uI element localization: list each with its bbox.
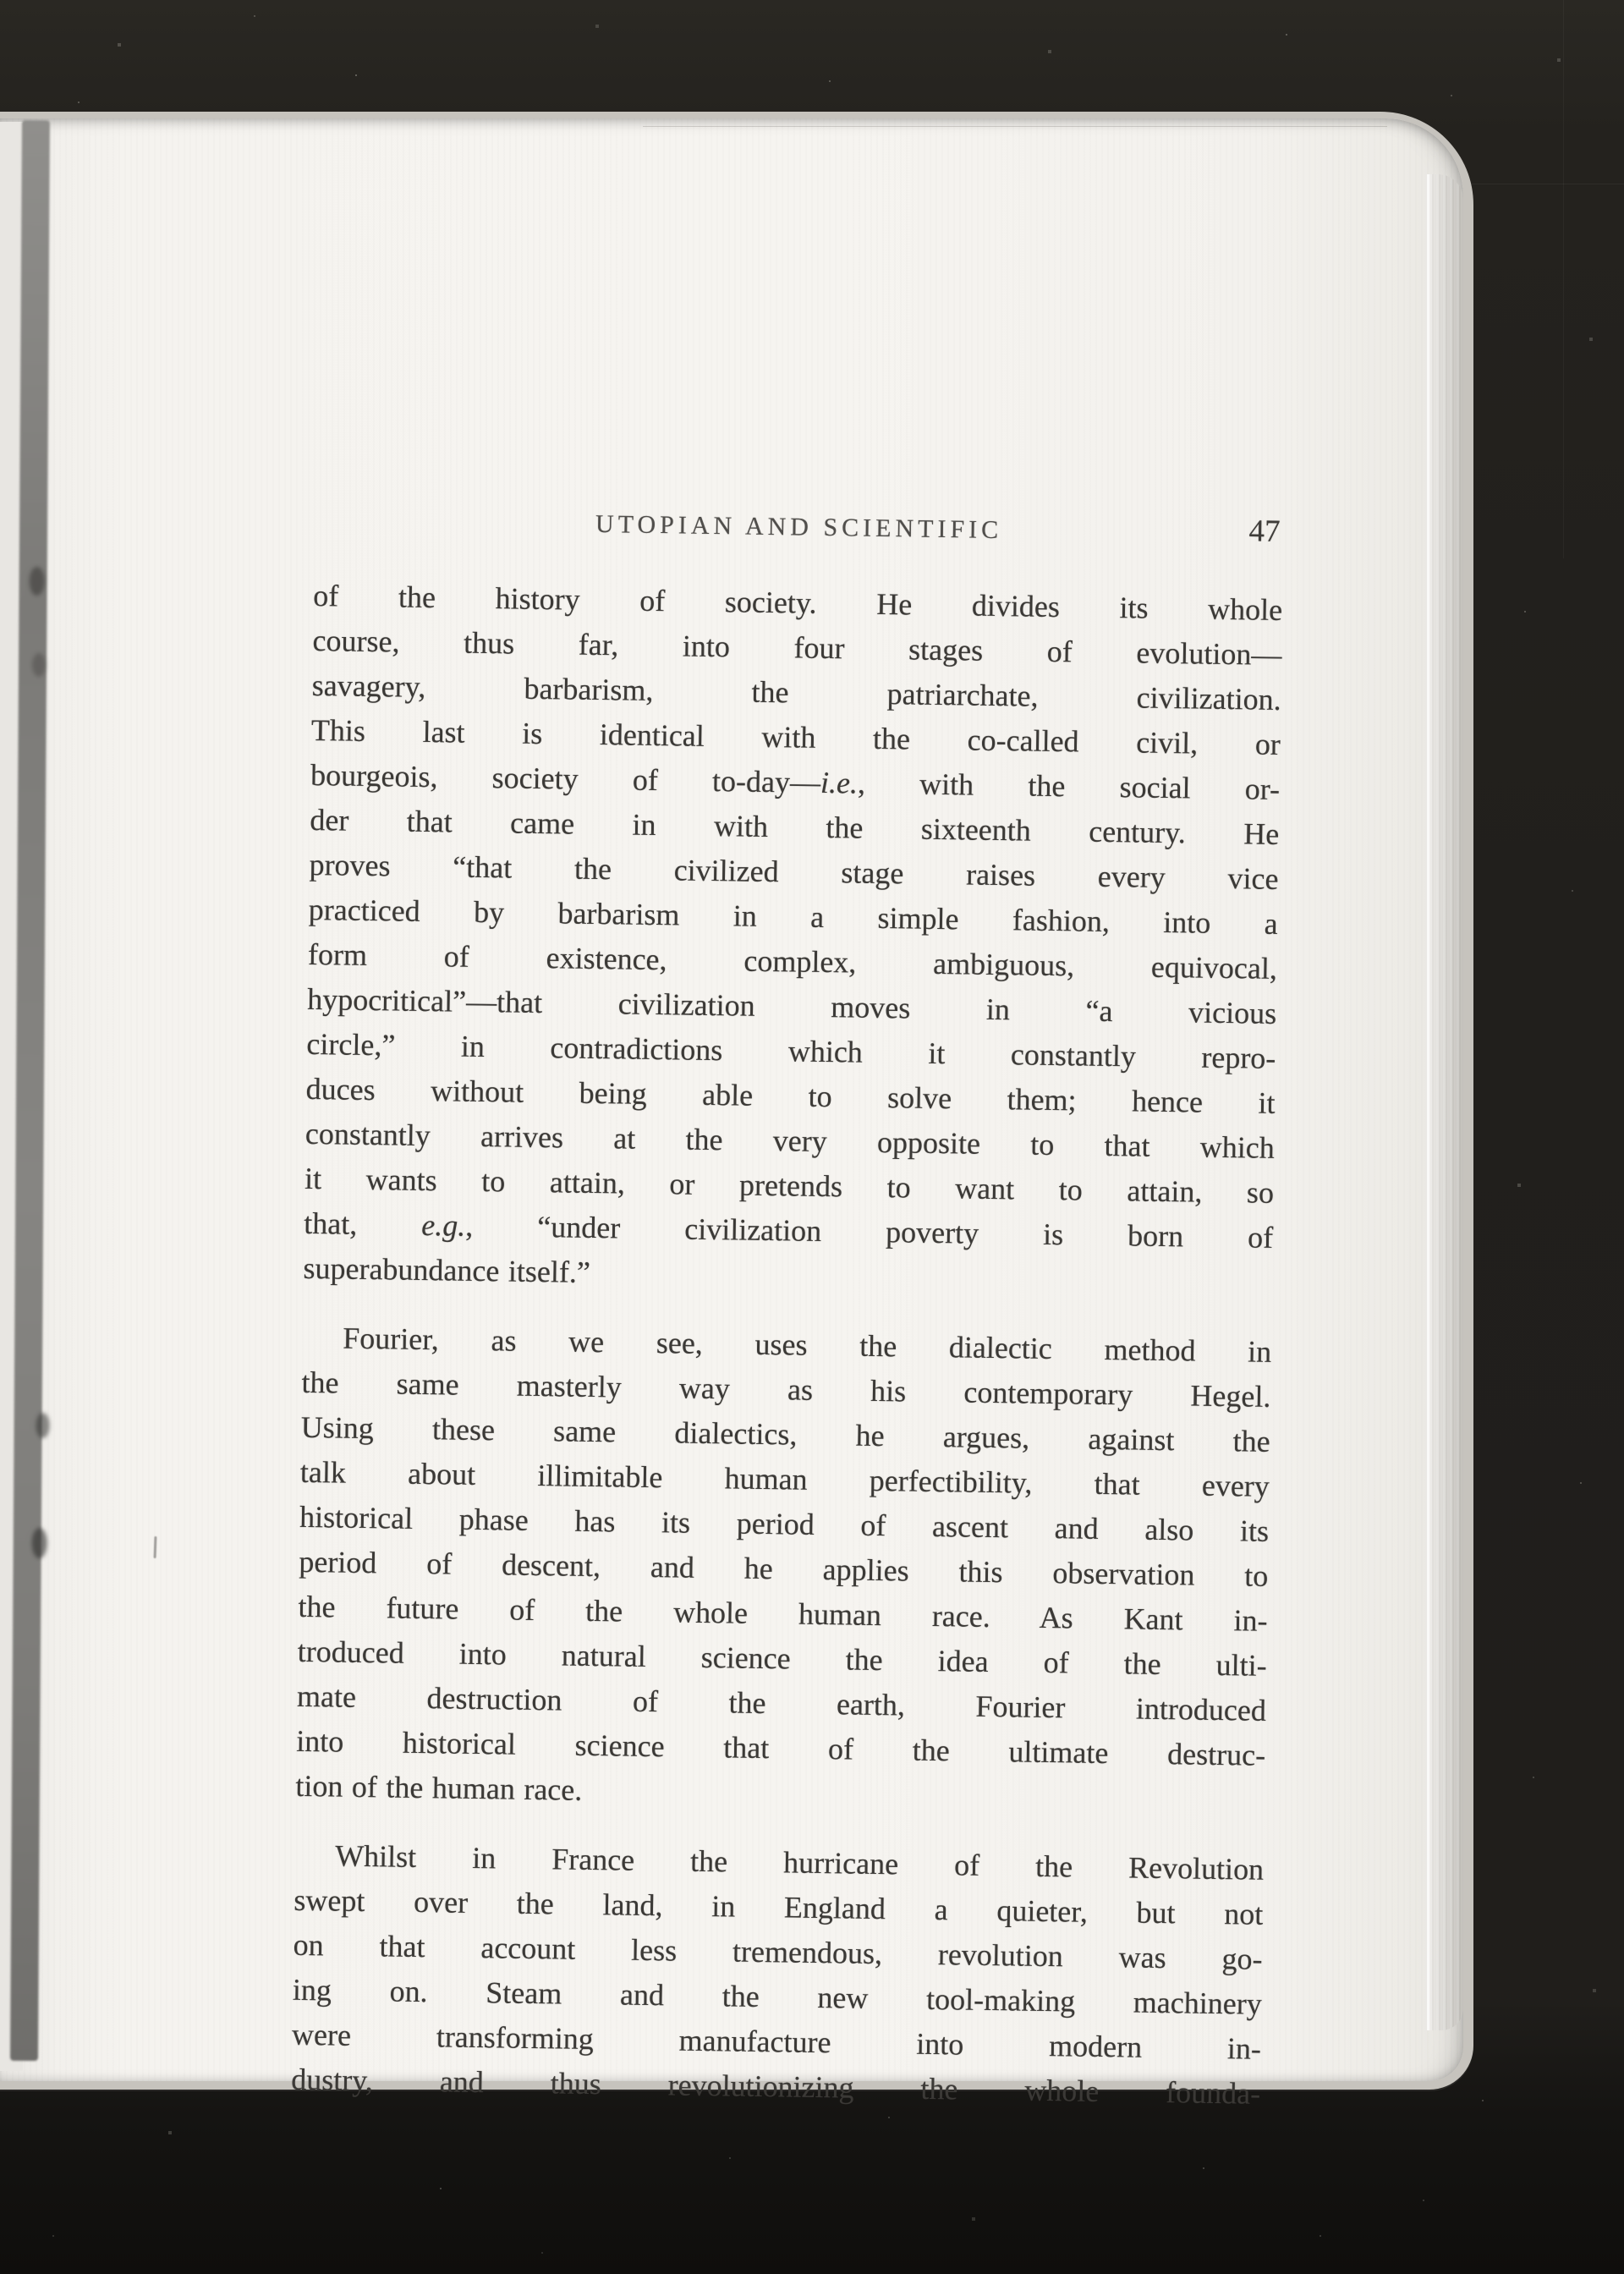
gutter-ink-blob	[36, 1413, 49, 1438]
text-line: hypocritical”—that civilization moves in “a vicious	[306, 981, 1277, 1030]
text-line: talk about illimitable human perfectibility, that every	[299, 1454, 1270, 1503]
dust-specks	[0, 0, 2, 2]
text-line: swept over the land, in England a quieter, but not	[294, 1882, 1264, 1931]
text-line: troduced into natural science the idea of the ulti-	[297, 1634, 1267, 1683]
background-seam-vertical	[1563, 0, 1564, 558]
text-line: course, thus far, into four stages of evolution—	[312, 623, 1282, 672]
text-line: Whilst in France the hurricane of the Revolution	[334, 1838, 1265, 1887]
ink-mark	[154, 1536, 157, 1558]
text-line: on that account less tremendous, revolution was go-	[293, 1927, 1263, 1976]
page-header	[314, 501, 1284, 588]
text-line: it wants to attain, or pretends to want to attain, so	[304, 1161, 1275, 1210]
text-line: savagery, barbarism, the patriarchate, civilization.	[311, 667, 1281, 717]
text-line: practiced by barbarism in a simple fashion, into a	[308, 892, 1279, 941]
text-line: tion of the human race.	[295, 1768, 583, 1807]
paragraph	[291, 1833, 1265, 2117]
text-line: period of descent, and he applies this observation to	[299, 1544, 1269, 1593]
fore-edge-pages	[1429, 174, 1463, 2030]
text-line: the future of the whole human race. As Kant in-	[298, 1589, 1268, 1638]
text-line: mate destruction of the earth, Fourier introduced	[296, 1678, 1267, 1727]
body-text	[291, 574, 1283, 2117]
text-line: were transforming manufacture into modern in-	[291, 2017, 1262, 2066]
text-line: Fourier, as we see, uses the dialectic method in	[343, 1321, 1272, 1369]
gutter-ink-blob	[30, 567, 45, 596]
text-line: historical phase has its period of ascent and also its	[299, 1499, 1270, 1548]
paragraph	[303, 574, 1282, 1305]
book-page	[0, 118, 1463, 2111]
text-line: constantly arrives at the very opposite to that which	[304, 1116, 1276, 1165]
text-line: form of existence, complex, ambiguous, equivocal,	[307, 937, 1278, 986]
text-line: duces without being able to solve them; hence it	[305, 1071, 1276, 1120]
text-line: This last is identical with the co-called civil, or	[310, 712, 1281, 761]
page-content	[291, 501, 1284, 2117]
running-head-title: UTOPIAN AND SCIENTIFIC	[595, 509, 1003, 545]
page-number: 47	[1248, 514, 1281, 549]
text-line: der that came in with the sixteenth century. He	[310, 802, 1280, 851]
text-line: proves “that the civilized stage raises every vice	[309, 847, 1279, 896]
text-line: that, e.g., “under civilization poverty is born of	[304, 1206, 1274, 1255]
text-line: superabundance itself.”	[303, 1250, 591, 1289]
text-line: Using these same dialectics, he argues, against the	[300, 1409, 1270, 1458]
text-line: the same masterly way as his contemporary Hegel.	[301, 1365, 1271, 1414]
gutter-ink-blob	[32, 1528, 47, 1558]
text-line: bourgeois, society of to-day—i.e., with the social or-	[310, 757, 1281, 806]
paragraph	[295, 1316, 1272, 1823]
text-line: of the history of society. He divides its whole	[313, 578, 1283, 627]
gutter-ink-blob	[32, 653, 46, 677]
text-line: into historical science that of the ultimate destruc-	[295, 1723, 1266, 1772]
text-line: ing on. Steam and the new tool-making machinery	[292, 1972, 1263, 2021]
text-line: dustry, and thus revolutionizing the whole founda-	[291, 2062, 1261, 2111]
text-line: circle,” in contradictions which it constantly repro-	[306, 1026, 1276, 1075]
